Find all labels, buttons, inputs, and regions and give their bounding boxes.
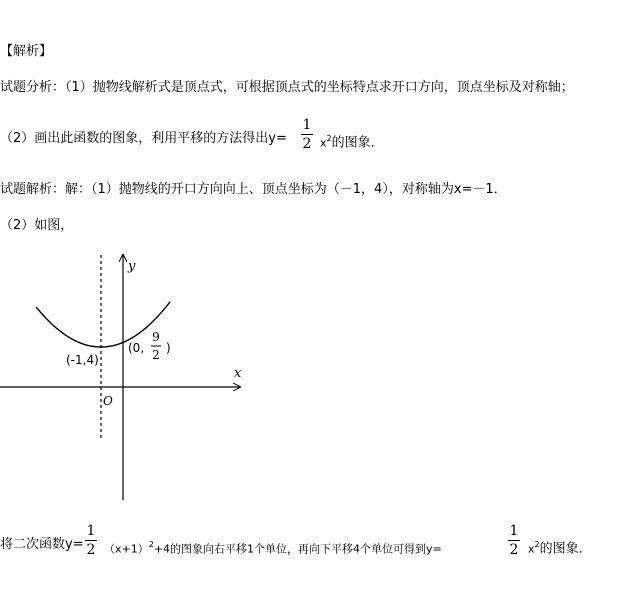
intercept-denominator: 2 — [152, 348, 160, 362]
fraction-numerator: 1 — [509, 523, 519, 539]
var-x: x — [320, 136, 327, 150]
analysis-line-2-tail: 的图象． — [331, 135, 384, 151]
fraction-bar — [85, 540, 97, 541]
vertex-label: (-1,4) — [66, 353, 99, 367]
analysis-line-2-prefix: （2）画出此函数的图象，利用平移的方法得出y= — [0, 131, 287, 146]
x-axis-label: x — [234, 366, 242, 381]
fraction-numerator: 1 — [86, 523, 96, 539]
fraction-bar — [508, 540, 520, 541]
intercept-label-prefix: (0, — [128, 341, 145, 355]
fraction-numerator: 1 — [302, 117, 312, 133]
conclusion-middle-text: +4的图象向右平移1个单位，再向下平移4个单位可得到y= — [153, 542, 442, 556]
intercept-numerator: 9 — [152, 330, 160, 344]
solution-line-2: （2）如图， — [0, 218, 74, 233]
y-axis-label: y — [128, 259, 136, 274]
conclusion-fraction-1 — [85, 524, 97, 557]
exponent: 2 — [534, 540, 540, 549]
intercept-label-suffix: ) — [166, 341, 171, 355]
parabola-graph — [0, 250, 260, 505]
conclusion-suffix — [528, 537, 592, 557]
section-heading: 【解析】 — [0, 44, 53, 59]
analysis-fraction — [301, 118, 313, 151]
solution-line-1: 试题解析：解：（1）抛物线的开口方向向上、顶点坐标为（－1，4），对称轴为x=－1． — [0, 182, 507, 197]
exponent: 2 — [326, 134, 332, 143]
fraction-denominator: 2 — [86, 542, 96, 558]
conclusion-fraction-2 — [508, 524, 520, 557]
conclusion-middle — [104, 537, 442, 557]
parabola-curve — [36, 302, 170, 347]
conclusion-tail: 的图象． — [539, 541, 592, 557]
fraction-bar — [301, 134, 313, 135]
conclusion-prefix: 将二次函数y= — [0, 537, 84, 552]
fraction-denominator: 2 — [302, 136, 312, 152]
exponent: 2 — [148, 540, 154, 549]
analysis-line-1: 试题分析：（1）抛物线解析式是顶点式，可根据顶点式的坐标特点求开口方向，顶点坐标及对称轴； — [0, 80, 574, 95]
analysis-line-2 — [0, 131, 287, 147]
origin-label: O — [103, 394, 113, 408]
var-x: x — [528, 542, 535, 556]
conclusion-bracket-term: （x+1） — [104, 542, 149, 556]
fraction-denominator: 2 — [509, 542, 519, 558]
analysis-line-2-suffix — [320, 131, 384, 151]
